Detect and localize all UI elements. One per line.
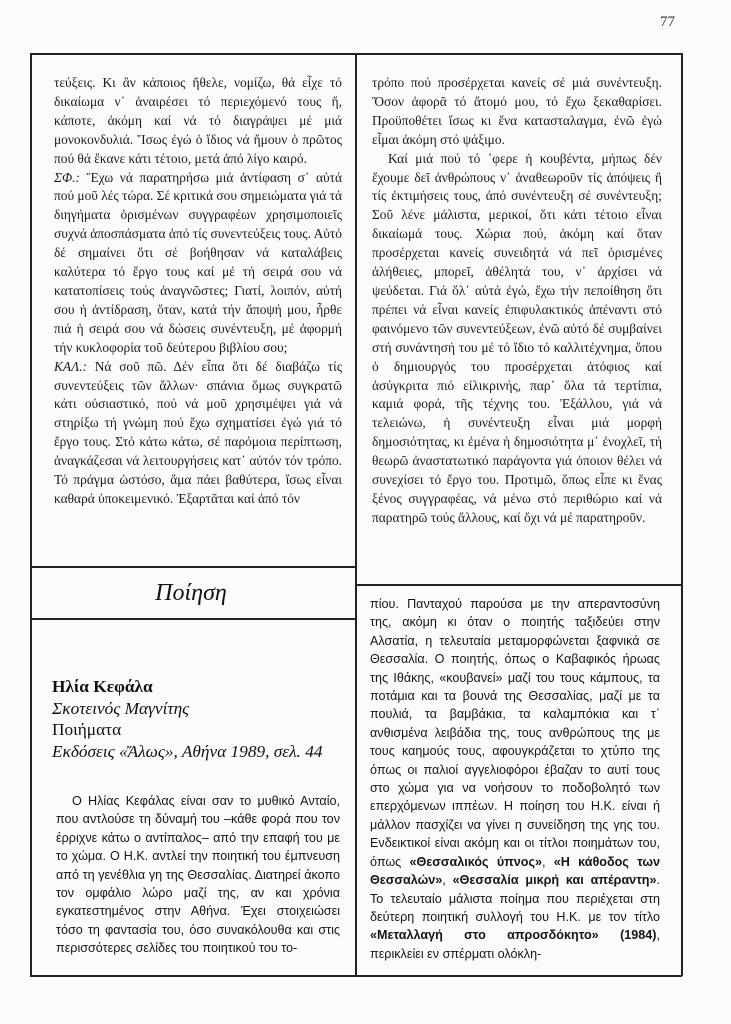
book-publisher: Εκδόσεις «Ἄλως», Αθήνα 1989, σελ. 44 [52,741,323,761]
paragraph-text: τεύξεις. Κι ἂν κάποιος ἤθελε, νομίζω, θά εἶχε τό δικαίωμα ν᾽ ἀναιρέσει τό περιεχόμενό τους ἤ, κάποτε, ἀκόμη καί νά τό διαγράψει μέ μιά μονοκονδυλιά. Ἴσως ἐγώ ὁ ἴδιος νά ἤμουν ὁ πρῶτος πού θά ἔκανε κάτι τέτοιο, μετά ἀπό λίγο καιρό. [54,75,342,166]
book-details [52,676,352,762]
section-title: Ποίηση [155,579,227,606]
paragraph-text: Ἔχω νά παρατηρήσω μιά ἀντίφαση σ᾽ αὐτά πού μοῦ λές τώρα. Σέ κριτικά σου σημειώματα γιά τά διηγήματα ὁρισμένων συγγραφέων χρησιμοποιεῖς συχνά ἀποσπάσματα ἀπό τίς συνεντεύξεις τους. Αὐτό δέ σημαίνει ὅτι σέ βοήθησαν νά καταλάβεις καλύτερα τό ἔργο τους καί μέ τή σειρά σου νά κατατοπίσεις τούς ἀναγνῶστες; Γιατί, λοιπόν, αὐτή σου ἡ ἀντίδραση, ὅταν, κατά τήν ἄποψή μου, ἦρθε πιά ἡ σειρά σου νά δώσεις συνέντευξη, μέ ἀφορμή τήν κυκλοφορία τοῦ δεύτερου βιβλίου σου; [54,169,342,355]
review-text: πίου. Πανταχού παρούσα με την απεραντοσύνη της, ακόμη κι όταν ο ποιητής ταξιδεύει στην Αλσατία, η τελευταία μεταμορφώνεται ξαφνικά σε Θεσσαλία. Ο ποιητής, όπως ο Καβαφικός ήρωας της Ιθάκης, «κουβανεί» μαζί του τους κάμπους, τα ποτάμια και τα βουνά της Θεσσαλίας, μαζί με τα πουλιά, τα βαμβάκια, τα καλαμπόκια και τ᾽ ανθισμένα λειβάδια της, τους ανθρώπους της με τους καημούς τους, αφουγκράζεται το χτύπο της όπως οι παλιοί αγγελιοφόροι έβαζαν το αυτί τους στο χώμα για να νοήσουν το ποδοβολητό των επερχόμενων ιππέων. Η ποίηση του Η.Κ. είναι ή μάλλον πασχίζει να γίνει η συνείδηση της γης του. Ενδεικτικοί είναι ακόμη και οι τίτλοι ποιημάτων του, όπως [370,597,660,869]
poem-title-emphasis: «Θεσσαλικός ύπνος» [409,854,543,869]
interview-paragraph [54,74,342,169]
book-author: Ηλία Κεφάλα [52,677,153,696]
review-paragraph: Ο Ηλίας Κεφάλας είναι σαν το μυθικό Ανταίο, που αντλούσε τη δύναμή του –κάθε φορά που τον έρριχνε κάτω ο αντίπαλος– από την επαφή του με το χώμα. Ο Η.Κ. αντλεί την ποιητική του έμπνευση από τη γενέθλια γη της Θεσσαλίας. Διατηρεί άκοπο τον ομφάλιο λώρο μαζί της, αν και χρόνια εγκατεστημένος στην Αθήνα. Έχει στοιχειώσει τόσο τη φαντασία του, όσο συνακόλουθα και στις περισσότερες σελίδες του ποιητικού του το- [56,794,340,956]
speaker-label: ΣΦ.: [54,169,87,185]
poem-title-emphasis: «Μεταλλαγή στο απροσδόκητο» (1984) [370,928,657,943]
interview-paragraph: Καί μιά πού τό ᾽φερε ἡ κουβέντα, μήπως δέν ἔχουμε δεῖ ἀνθρώπους ν᾽ ἀναθεωροῦν τίς ἀπόψεις ἤ τίς ἐκτιμήσεις τους, ἀπό συνέντευξη σέ συνέντευξη; Σοῦ λένε μάλιστα, μερικοί, ὅτι κάτι τέτοιο εἶναι δικαίωμά τους. Χώρια πού, ἀκόμη καί ὅταν προσέρχεται κανείς συνειδητά νά πεῖ ὁρισμένες ἀλήθειες, μπορεῖ, ἀθέλητά του, ν᾽ ἀρχίσει νά ψεύδεται. Γιά ὅλ᾽ αὐτά ἐγώ, ἔχω τήν πεποίθηση ὅτι πρέπει νά εἶναι κανείς ἐπιφυλακτικός ἀπέναντι στό φαινόμενο τῶν συνεντεύξεων, ἐνῶ αὐτό δέ συμβαίνει στή συνάντησή του μέ τό ἴδιο τό καλλιτέχνημα, ὅπου ὁ δημιουργός του προσέρχεται ἀτόφιος καί ἀσύγκριτα πιό εἰλικρινής, παρ᾽ ὅλα τά τερτίπια, καμιά φορά, τῆς τέχνης του. Ἐξάλλου, γιά νά τελειώνω, ἡ συνέντευξη εἶναι μιά μορφή δημοσιότητας, κι ἐμένα ἡ δημοσιότητα μ᾽ ἐνοχλεῖ, τή θεωρῶ ἀναστατωτικό παράγοντα γιά ὁποιον θέλει νά συνεχίσει τό ἔργο του. Προτιμῶ, ὅπως εἶπε κι ἕνας ξένος συγγραφέας, νά μένω στό περιθώριο καί νά παρατηρῶ τούς ἄλλους, καί ὄχι νά μέ παρατηροῦν. [372,150,662,525]
interview-paragraph [54,169,342,358]
frame-left-rule [30,53,32,976]
column-divider-rule [355,53,357,976]
speaker-label: ΚΑΛ.: [54,358,95,374]
book-genre: Ποιήματα [52,720,122,739]
section-upper-rule [30,566,356,568]
section-lower-rule [30,618,356,620]
poem-title-emphasis: «Θεσσαλία μικρή και απέραντη» [452,873,657,888]
review-right-column [370,595,660,963]
frame-right-rule [681,53,683,976]
review-text: . Το τελευταίο μάλιστα ποίημα που περιέχεται στη δεύτερη ποιητική συλλογή του Η.Κ. με τον τίτλο [370,873,661,924]
review-paragraph [370,595,660,963]
poem-title-emphasis: «Η κάθοδος των Θεσσαλών» [370,854,661,888]
review-text: , περικλείει εν σπέρματι ολόκλη- [370,928,660,961]
right-section-rule [356,584,682,586]
interview-paragraph: τρόπο πού προσέρχεται κανείς σέ μιά συνέντευξη. Ὅσον ἀφορᾶ τό ἄτομό μου, τό ἔχω ξεκαθαρίσει. Προϋποθέτει ἴσως κι ἕνα κατασταλαγμα, ἐνῶ ἐγώ εἶμαι ἀκόμη στό ψάξιμο. [372,75,662,147]
interview-right-column [372,74,662,528]
paragraph-text: Νά σοῦ πῶ. Δέν εἶπα ὅτι δέ διαβάζω τίς συνεντεύξεις τῶν ἄλλων· σπάνια ὅμως συγκρατῶ κάτι οὐσιαστικό, πού νά μοῦ χρησιμέψει γιά νά στηρίξω τή γνώμη πού ἔχω σχηματίσει ἐγώ γιά τό ἔργο τους. Στό κάτω κάτω, σέ παρόμοια περίπτωση, ἀναγκάζεσαι νά λειτουργήσεις κατ᾽ αὐτόν τόν τρόπο. Τό πράγμα ὡστόσο, ἅμα πάει βαθύτερα, ἴσως εἶναι καθαρά ὑποκειμενικό. Ἐξαρτᾶται καί ἀπό τόν [54,358,343,506]
review-left-column [56,792,340,958]
review-text: , [542,854,554,869]
interview-left-column [54,74,342,509]
book-title: Σκοτεινός Μαγνίτης [52,698,190,718]
interview-paragraph [54,358,342,509]
review-text: , [442,873,453,888]
page-number: 77 [660,14,675,30]
